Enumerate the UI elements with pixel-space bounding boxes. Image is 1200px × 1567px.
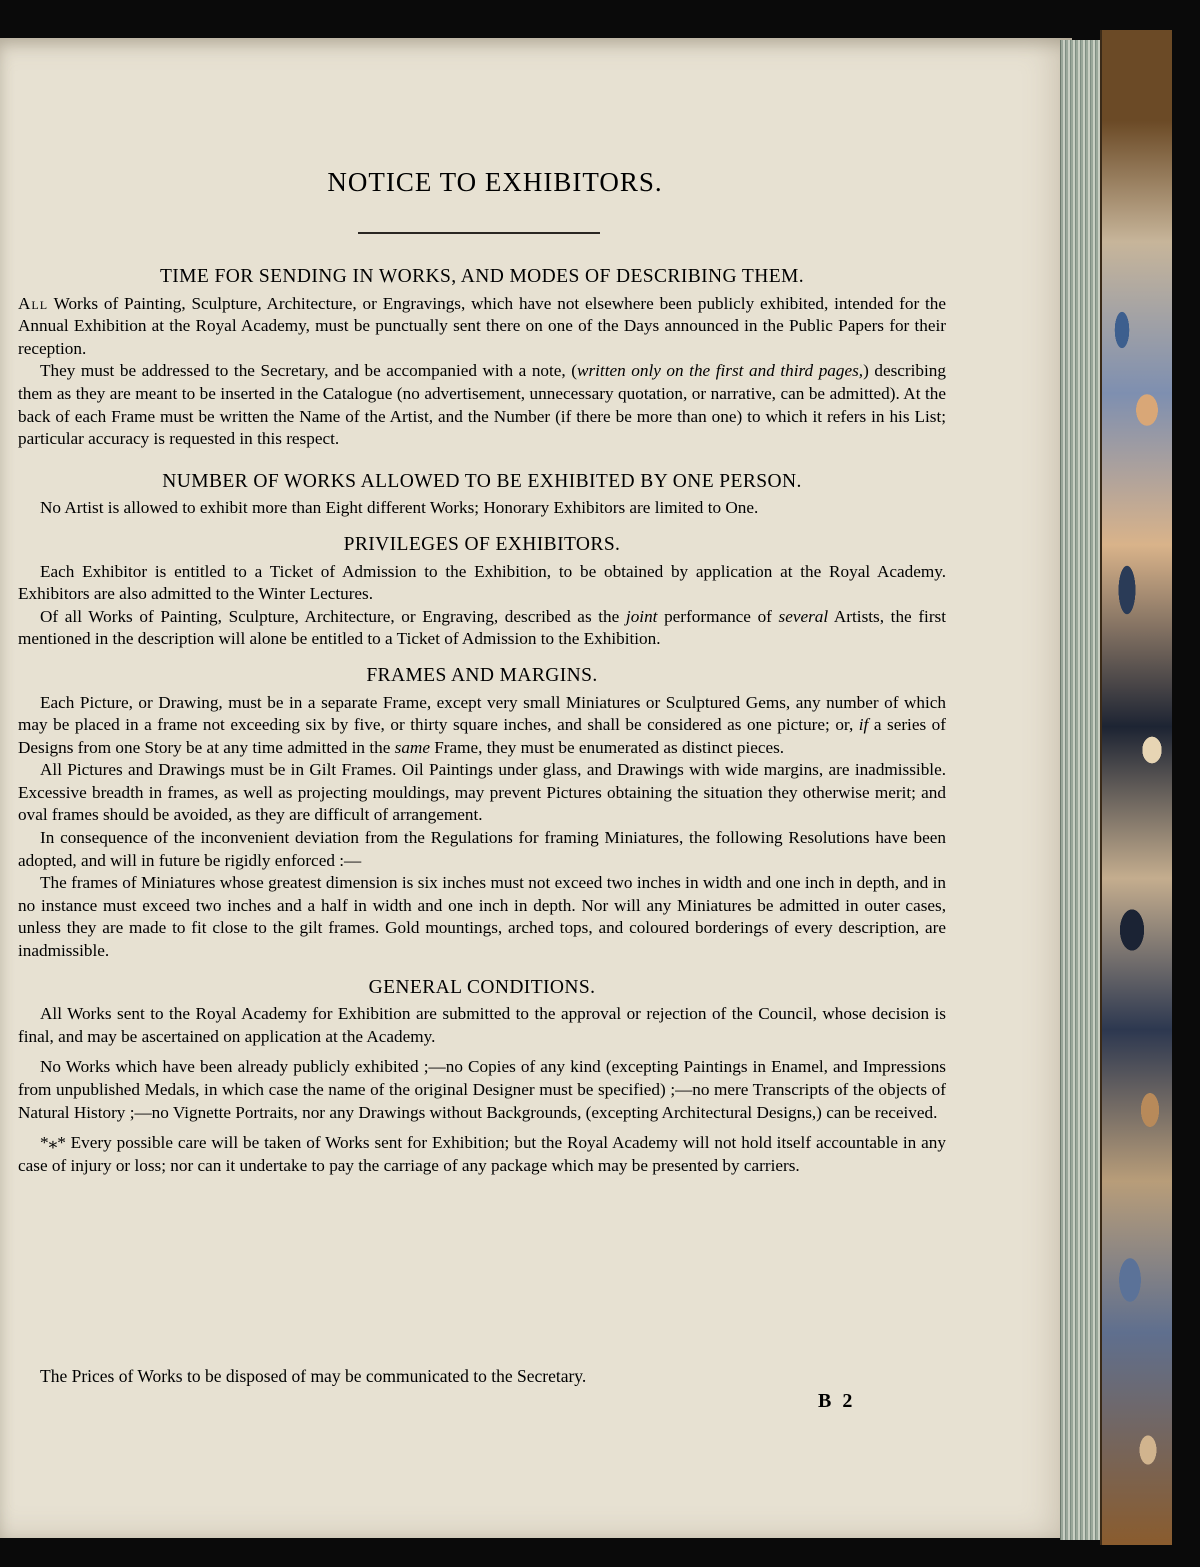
signature-mark: B 2 <box>818 1390 856 1412</box>
section-sending <box>18 266 946 451</box>
italic-text: several <box>778 606 829 626</box>
paragraph-text: a series of Designs from one Story be at any time admitted in the <box>18 715 946 757</box>
notice-body <box>18 266 946 1177</box>
section-number-of-works <box>18 471 946 520</box>
page-title: NOTICE TO EXHIBITORS. <box>327 167 663 197</box>
paragraph <box>18 293 946 361</box>
section-privileges <box>18 534 946 651</box>
paragraph: The frames of Miniatures whose greatest dimension is six inches must not exceed two inches in width and one inch in depth, and in no instance must exceed two inches and a half in width and one inch in depth. Nor will any Miniatures be admitted in outer cases, unless they are made to fit close to the gilt frames. Gold mountings, arched tops, and coloured borderings of every description, are inadmissible. <box>18 873 946 961</box>
paragraph-text: Each Picture, or Drawing, must be in a separate Frame, except very small Miniatures or Sculptured Gems, any number of which may be placed in a frame not exceeding six by five, or thirty square inches, and shall be considered as one picture; or, <box>18 692 946 735</box>
paragraph-text: performance of <box>657 606 779 626</box>
italic-text: written only on the first and third pages, <box>577 361 864 381</box>
paragraph <box>18 692 946 760</box>
italic-text: same <box>394 737 430 757</box>
closing-line: The Prices of Works to be disposed of may be communicated to the Secretary. <box>40 1366 587 1386</box>
paragraph: All Pictures and Drawings must be in Gilt Frames. Oil Paintings under glass, and Drawings with wide margins, are inadmissible. Excessive breadth in frames, as well as projecting mouldings, may prevent Pictures obtaining the situation they otherwise merit; and oval frames should be avoided, as they are difficult of arrangement. <box>18 760 946 825</box>
paragraph-text: Frame, they must be enumerated as distinct pieces. <box>429 737 785 757</box>
paragraph: No Artist is allowed to exhibit more than Eight different Works; Honorary Exhibitors are limited to One. <box>40 498 759 518</box>
paragraph-text: ) describing them as they are meant to be inserted in the Catalogue (no advertisement, unnecessary quotation, or narrative, can be admitted). At the back of each Frame must be written the Name of the Artist, and the Number (if there be more than one) to which it refers in his List; particular accuracy is requested in this respect. <box>18 361 946 449</box>
section-general-conditions <box>18 977 946 1178</box>
page-edges <box>1060 40 1103 1540</box>
paragraph: All Works sent to the Royal Academy for Exhibition are submitted to the approval or rejection of the Council, whose decision is final, and may be ascertained on application at the Academy. <box>18 1004 946 1046</box>
paragraph: Each Exhibitor is entitled to a Ticket of Admission to the Exhibition, to be obtained by application at the Royal Academy. Exhibitors are also admitted to the Winter Lectures. <box>18 561 946 604</box>
paragraph <box>18 1132 946 1177</box>
paragraph: No Works which have been already publicly exhibited ;—no Copies of any kind (excepting Paintings in Enamel, and Impressions from unpublished Medals, in which case the name of the original Designer must be specified) ;—no mere Transcripts of the objects of Natural History ;—no Vignette Portraits, nor any Drawings without Backgrounds, (excepting Architectural Designs,) can be received. <box>18 1057 946 1122</box>
marbled-cover <box>1100 30 1172 1545</box>
title-rule <box>358 232 600 234</box>
section-heading: GENERAL CONDITIONS. <box>368 976 596 998</box>
paragraph-text: Of all Works of Painting, Sculpture, Architecture, or Engraving, described as the <box>40 606 626 626</box>
paragraph: In consequence of the inconvenient deviation from the Regulations for framing Miniatures, the following Resolutions have been adopted, and will in future be rigidly enforced :— <box>18 828 946 870</box>
paragraph <box>18 360 946 450</box>
paragraph-text: They must be addressed to the Secretary, and be accompanied with a note, ( <box>40 361 577 381</box>
italic-text: joint <box>625 606 658 626</box>
section-heading: NUMBER OF WORKS ALLOWED TO BE EXHIBITED BY ONE PERSON. <box>162 470 802 492</box>
section-heading: FRAMES AND MARGINS. <box>366 664 598 686</box>
section-frames <box>18 665 946 963</box>
section-heading: TIME FOR SENDING IN WORKS, AND MODES OF DESCRIBING THEM. <box>159 266 805 287</box>
paragraph-text: Works of Painting, Sculpture, Architecture, or Engravings, which have not elsewhere been publicly exhibited, intended for the Annual Exhibition at the Royal Academy, must be punctually sent there on one of the Days announced in the Public Papers for their reception. <box>18 293 946 358</box>
paragraph-text: Every possible care will be taken of Works sent for Exhibition; but the Royal Academy will not hold itself accountable in any case of injury or loss; nor can it undertake to pay the carriage of any package which may be presented by carriers. <box>18 1133 946 1175</box>
asterism: *⁎* <box>40 1133 66 1153</box>
paragraph <box>18 606 946 651</box>
paragraph-lead: All <box>18 293 49 313</box>
section-heading: PRIVILEGES OF EXHIBITORS. <box>343 533 621 555</box>
paragraph-text: Artists, the first mentioned in the description will alone be entitled to a Ticket of Admission to the Exhibition. <box>18 606 947 649</box>
italic-text: if <box>858 715 869 735</box>
